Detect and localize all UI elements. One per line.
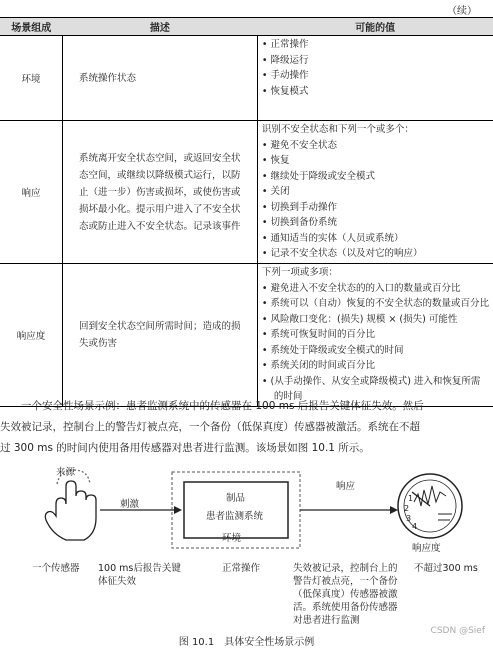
value-item: • 降级运行 xyxy=(261,54,309,66)
row-part: 环境 xyxy=(0,36,62,121)
value-item: • 系统可恢复时间的百分比 xyxy=(261,329,375,340)
header-desc: 描述 xyxy=(62,18,257,36)
hand-icon xyxy=(45,470,96,540)
value-item: • 恢复 xyxy=(261,155,290,166)
value-item: • 避免进入不安全状态的的入口的数量或百分比 xyxy=(261,282,461,294)
row-part: 响应度 xyxy=(0,264,62,407)
source-label: 来源 xyxy=(56,467,76,478)
row-desc: 系统离开安全状态空间，或返回安全状态空间，或继续以降级模式运行，以防止（进一步）伤害或损坏，或使伤害或损坏最小化。提示用户进入了不安全状态或防止进入不安全状态。记录该事件 xyxy=(62,121,257,264)
bottom-environment: 正常操作 xyxy=(222,563,261,574)
paragraph-line: 失效被记录，控制台上的警告灯被点亮，一个备份（低保真度）传感器被激活。系统在不超 xyxy=(0,421,420,433)
value-item: • 切换到备份系统 xyxy=(261,217,337,228)
value-item: 的时间 xyxy=(273,391,303,402)
value-item: • 通知适当的实体（人员或系统） xyxy=(261,232,404,244)
header-part: 场景组成 xyxy=(0,18,62,36)
value-item: • 记录不安全状态（以及对它的响应） xyxy=(261,248,423,259)
value-item: • 恢复模式 xyxy=(261,85,309,97)
row-values xyxy=(257,121,493,264)
gauge-number: 2 xyxy=(404,504,410,513)
continued-mark: （续） xyxy=(447,6,477,17)
table-row xyxy=(0,121,493,264)
diagram-graphics xyxy=(0,462,493,648)
gauge-number: 4 xyxy=(412,522,418,531)
value-item: • 系统处于降级或安全模式的时间 xyxy=(261,344,404,356)
bottom-source: 一个传感器 xyxy=(32,563,80,574)
artifact-line2: 患者监测系统 xyxy=(206,511,264,522)
row-desc: 回到安全状态空间所需时间；造成的损失或伤害 xyxy=(62,264,257,407)
value-item: • 继续处于降级或安全模式 xyxy=(261,170,375,182)
value-item: • 系统可以（自动）恢复的不安全状态的数量或百分比 xyxy=(261,298,489,309)
gauge-number: 1 xyxy=(408,494,414,503)
paragraph-line: 一个安全性场景示例：患者监测系统中的传感器在 100 ms 后报告关键体征失效。然后 xyxy=(21,400,424,412)
artifact-line1: 制品 xyxy=(226,493,246,504)
response-arrow-head xyxy=(390,506,398,514)
gauge-number: 3 xyxy=(406,514,412,523)
row-values xyxy=(257,264,493,407)
value-item: • 系统关闭的时间或百分比 xyxy=(261,360,375,371)
bottom-response: 失效被记录，控制台上的警告灯被点亮，一个备份（低保真度）传感器被激活。系统使用备份传感器对患者进行监测 xyxy=(293,563,398,626)
bottom-measure: 不超过300 ms xyxy=(414,563,478,574)
environment-label: 环境 xyxy=(222,533,242,544)
value-item: • 避免不安全状态 xyxy=(261,139,337,151)
value-item: • 风险敞口变化：(损失) 规模 × (损失) 可能性 xyxy=(261,313,458,325)
value-item: • (从手动操作、从安全或降级模式) 进入和恢复所需 xyxy=(261,375,481,387)
stimulus-arrow-head xyxy=(174,506,182,514)
paragraph-line: 过 300 ms 的时间内使用备用传感器对患者进行监测。该场景如图 10.1 所示。 xyxy=(0,442,370,454)
scenario-diagram xyxy=(0,462,493,648)
response-label: 响应 xyxy=(336,481,356,492)
row-part: 响应 xyxy=(0,121,62,264)
body-paragraph xyxy=(0,396,493,459)
value-item: • 切换到手动操作 xyxy=(261,201,337,213)
row-values xyxy=(257,36,493,121)
table-row xyxy=(0,264,493,407)
value-item: 下列一项或多项： xyxy=(261,267,338,278)
stimulus-label: 刺激 xyxy=(120,499,140,510)
row-desc: 系统操作状态 xyxy=(62,36,257,121)
figure-caption: 图 10.1 具体安全性场景示例 xyxy=(178,637,315,648)
value-item: • 关闭 xyxy=(261,186,290,197)
value-item: • 手动操作 xyxy=(261,70,309,81)
header-values: 可能的值 xyxy=(257,18,493,36)
value-item: 识别不安全状态和下列一个或多个： xyxy=(261,124,414,135)
safety-scenario-table xyxy=(0,17,493,407)
value-item: • 正常操作 xyxy=(261,39,309,50)
table-row xyxy=(0,36,493,121)
watermark: CSDN @Sief xyxy=(430,626,485,636)
bottom-stimulus: 100 ms后报告关键体征失效 xyxy=(98,563,181,587)
measure-label: 响应度 xyxy=(412,543,441,554)
